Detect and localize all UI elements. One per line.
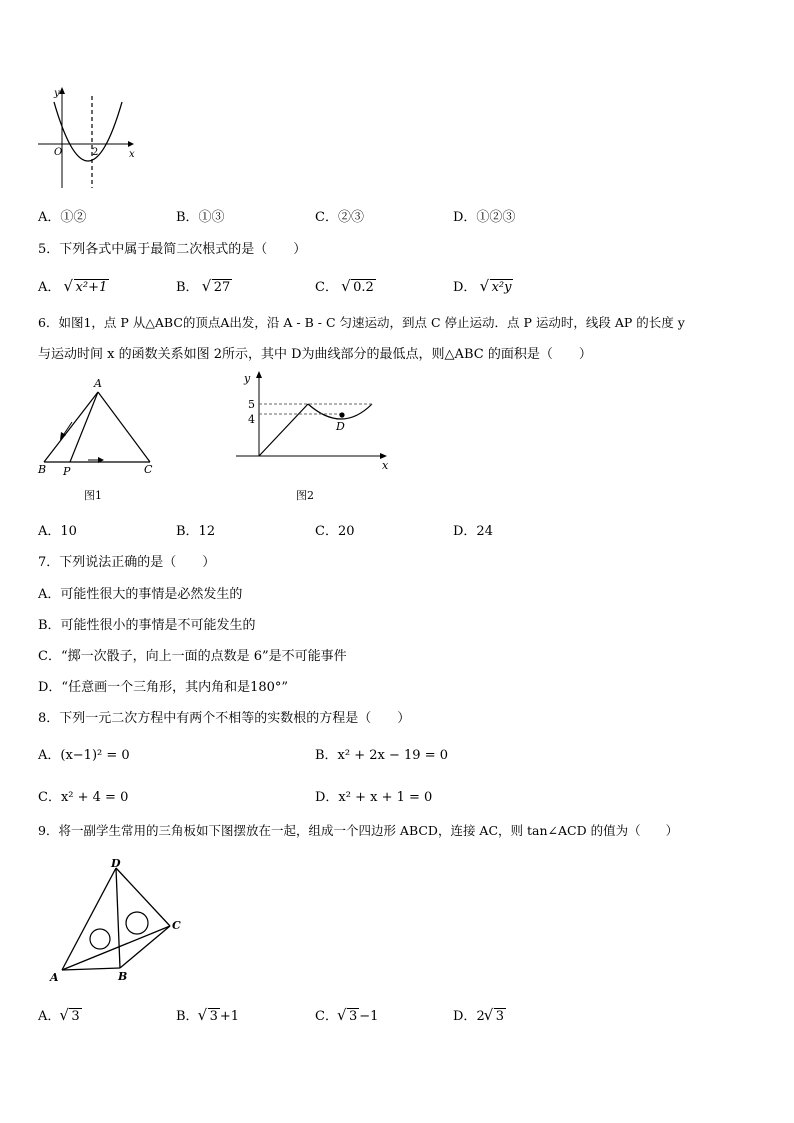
q5-option-d-label: D． [453,280,477,295]
q9-label-a: A [50,971,59,984]
sqrt-symbol [65,279,110,295]
q9-option-b [176,1005,239,1024]
q6-fig1-label-a: A [94,377,102,390]
q4-option-d: D．①②③ [453,210,516,225]
q6-option-a: A．10 [38,524,77,539]
q8-option-c: C．x² + 4 = 0 [38,790,129,805]
q6-fig2-label-d: D [336,420,345,433]
q6-stem-line2: 与运动时间 x 的函数关系如图 2所示，其中 D为曲线部分的最低点，则△ABC 的面积是（ ） [38,347,592,362]
q4-origin-label: O [54,147,63,158]
sqrt-symbol [481,279,514,295]
q7-option-b: B．可能性很小的事情是不可能发生的 [38,618,256,633]
q5-option-b [176,276,232,295]
q9-option-c-radicand: 3 [348,1009,358,1024]
q9-option-d-prefix: 2 [476,1009,485,1024]
q6-option-d: D．24 [453,524,493,539]
q5-radicand-b: 27 [213,280,231,295]
q9-label-d: D [111,857,121,870]
q4-option-a: A．①② [38,210,87,225]
q6-fig2-x-label: x [382,459,389,472]
q4-y-label: y [54,88,60,99]
q9-stem: 9．将一副学生常用的三角板如下图摆放在一起，组成一个四边形 ABCD，连接 AC，则 tan∠ACD 的值为（ ） [38,823,679,838]
q6-figure-1 [34,372,164,504]
q9-quadrilateral-figure [44,856,194,986]
q5-stem: 5．下列各式中属于最简二次根式的是（ ） [38,242,307,257]
q4-parabola-graph [36,84,136,192]
q5-option-d [453,276,513,295]
q9-label-b: B [118,970,128,983]
q9-option-b-radicand: 3 [209,1009,218,1024]
q8-stem: 8．下列一元二次方程中有两个不相等的实数根的方程是（ ） [38,711,411,726]
q8-option-a: A．(x−1)² = 0 [38,748,130,763]
sqrt-symbol [342,279,376,295]
q6-fig2-y-label: y [244,372,251,385]
q9-option-a [38,1005,82,1024]
q4-x-label: x [129,149,135,160]
q4-option-c: C．②③ [315,210,364,225]
q6-option-c: C．20 [315,524,355,539]
q6-fig1-label-b: B [38,463,47,476]
q7-option-d: D．“任意画一个三角形，其内角和是180°” [38,680,289,695]
q6-stem-line1: 6．如图1，点 P 从△ABC的顶点A出发，沿 A - B - C 匀速运动，到点 C 停止运动．点 P 运动时，线段 AP 的长度 y [38,315,685,330]
q5-radicand-d: x²y [491,280,512,295]
q5-option-c-label: C． [315,280,338,295]
q8-option-d: D．x² + x + 1 = 0 [315,790,433,805]
q7-option-a: A．可能性很大的事情是必然发生的 [38,587,243,602]
q6-fig2-label-5: 5 [248,398,255,411]
q5-radicand-c: 0.2 [353,280,374,295]
sqrt-symbol [203,279,233,295]
q5-option-a-label: A． [38,280,61,295]
sqrt-symbol [338,1008,359,1024]
q5-option-a [38,276,109,295]
q9-option-d-label: D． [453,1009,477,1024]
q5-option-b-label: B． [176,280,199,295]
q6-fig1-caption: 图1 [84,489,102,502]
q6-fig2-caption: 图2 [296,489,314,502]
q6-option-b: B．12 [176,524,216,539]
q9-option-a-label: A． [38,1009,61,1024]
q9-option-d [453,1005,506,1024]
q9-option-d-radicand: 3 [495,1009,504,1024]
q5-radicand-a: x²+1 [75,280,108,295]
q4-option-b: B．①③ [176,210,225,225]
q6-fig1-label-c: C [144,463,153,476]
q7-option-c: C．“掷一次骰子，向上一面的点数是 6”是不可能事件 [38,649,347,664]
q9-option-c-suffix: −1 [359,1009,379,1024]
q4-tick-label: 2 [92,147,99,158]
q5-option-c [315,276,376,295]
q9-option-b-suffix: +1 [219,1009,240,1024]
q8-option-b: B．x² + 2x − 19 = 0 [315,748,448,763]
q9-option-a-radicand: 3 [71,1009,80,1024]
q6-fig2-label-4: 4 [248,413,255,426]
q9-option-b-label: B． [176,1009,199,1024]
sqrt-symbol [60,1008,81,1024]
q6-figure-2 [232,368,392,504]
sqrt-symbol [485,1008,506,1024]
sqrt-symbol [199,1008,220,1024]
q9-option-c [315,1005,378,1024]
q9-label-c: C [172,919,181,932]
q9-option-c-label: C． [315,1009,338,1024]
q7-stem: 7．下列说法正确的是（ ） [38,555,216,570]
q6-fig1-label-p: P [63,465,71,478]
